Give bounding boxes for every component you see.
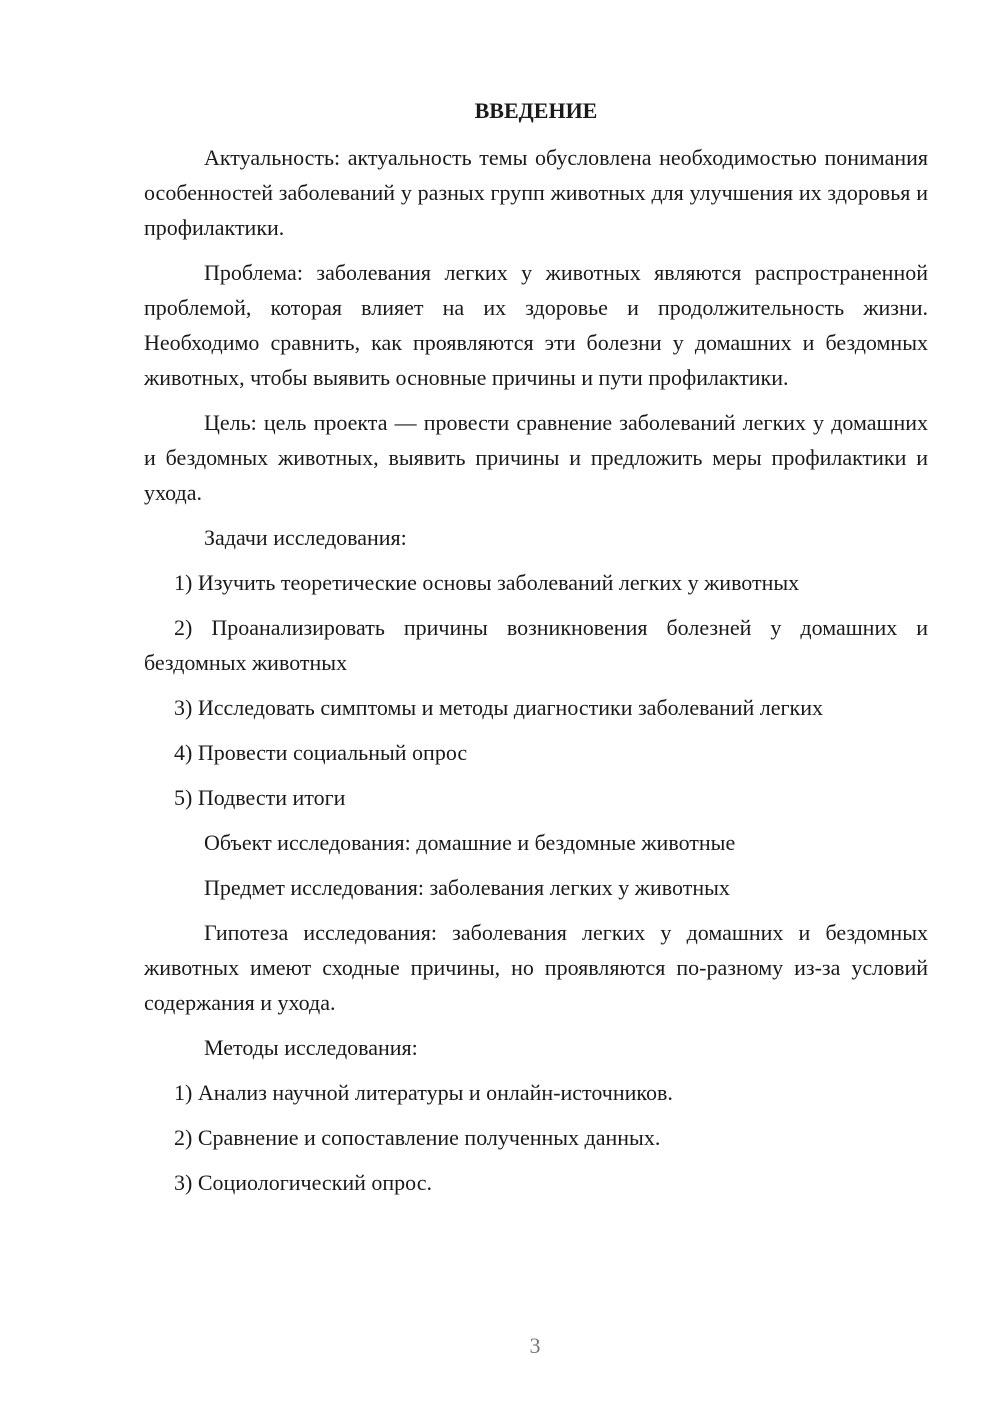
problem-paragraph: Проблема: заболевания легких у животных являются распространенной проблемой, которая влияет на их здоровье и продолжительность жизни. Необходимо сравнить, как проявляются эти болезни у домашних и бездомных животных, чтобы выявить основные причины и пути профилактики. — [144, 260, 928, 390]
methods-heading: Методы исследования: — [204, 1035, 418, 1060]
method-item-1: 1) Анализ научной литературы и онлайн-источников. — [174, 1080, 673, 1105]
tasks-heading: Задачи исследования: — [204, 525, 407, 550]
page-content — [144, 93, 928, 1210]
task-item-4: 4) Провести социальный опрос — [174, 740, 468, 765]
research-object: Объект исследования: домашние и бездомные животные — [204, 830, 736, 855]
research-subject: Предмет исследования: заболевания легких у животных — [204, 875, 730, 900]
page-number: 3 — [529, 1333, 541, 1358]
task-item-5: 5) Подвести итоги — [174, 785, 346, 810]
page-number-footer — [0, 1332, 1000, 1360]
method-item-3: 3) Социологический опрос. — [174, 1170, 432, 1195]
task-item-1: 1) Изучить теоретические основы заболеваний легких у животных — [174, 570, 800, 595]
section-title: ВВЕДЕНИЕ — [474, 98, 598, 123]
method-item-2: 2) Сравнение и сопоставление полученных данных. — [174, 1125, 661, 1150]
hypothesis-paragraph: Гипотеза исследования: заболевания легких у домашних и бездомных животных имеют сходные причины, но проявляются по-разному из-за условий содержания и ухода. — [144, 920, 928, 1015]
goal-paragraph: Цель: цель проекта — провести сравнение заболеваний легких у домашних и бездомных животных, выявить причины и предложить меры профилактики и ухода. — [144, 410, 928, 505]
task-item-3: 3) Исследовать симптомы и методы диагностики заболеваний легких — [174, 695, 823, 720]
task-item-2: 2) Проанализировать причины возникновения болезней у домашних и бездомных животных — [144, 615, 928, 675]
relevance-paragraph: Актуальность: актуальность темы обусловлена необходимостью понимания особенностей заболеваний у разных групп животных для улучшения их здоровья и профилактики. — [144, 145, 928, 240]
